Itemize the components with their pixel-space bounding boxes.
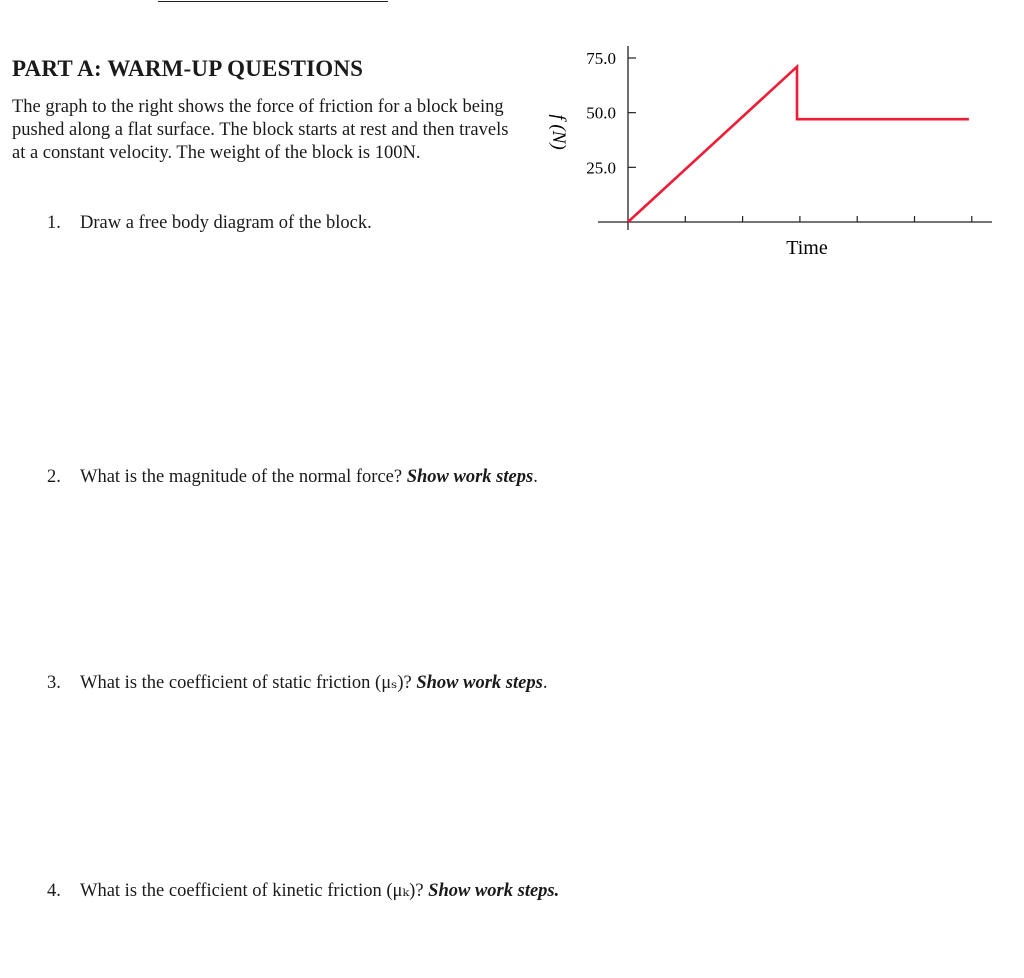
question-text: Draw a free body diagram of the block. xyxy=(80,213,372,233)
question-number: 3. xyxy=(47,673,61,693)
question-emphasis: Show work steps. xyxy=(428,881,560,901)
chart-marks xyxy=(628,67,969,222)
intro-paragraph: The graph to the right shows the force of friction for a block being pushed along a flat surface. The block starts at rest and then travels at a constant velocity. The weight of the block is 100N. xyxy=(12,97,509,163)
friction-series-line xyxy=(628,67,969,222)
question-4 xyxy=(47,880,559,903)
y-tick-label: 75.0 xyxy=(586,49,616,68)
question-suffix: . xyxy=(542,673,548,693)
friction-force-chart xyxy=(520,30,1010,270)
y-axis-label-group xyxy=(548,114,569,149)
question-1 xyxy=(47,212,372,235)
x-axis-label: Time xyxy=(786,237,828,259)
question-emphasis: Show work steps xyxy=(406,467,534,487)
y-tick-label: 50.0 xyxy=(586,103,616,123)
question-text: What is the coefficient of static friction (μₛ)? xyxy=(80,673,417,693)
question-number: 4. xyxy=(47,881,61,901)
top-rule xyxy=(158,1,388,2)
section-title: PART A: WARM-UP QUESTIONS xyxy=(12,56,364,81)
y-tick-label: 25.0 xyxy=(586,158,616,178)
question-number: 1. xyxy=(47,213,61,233)
question-emphasis: Show work steps xyxy=(416,673,543,693)
question-suffix: . xyxy=(533,467,538,487)
question-text: What is the magnitude of the normal force? xyxy=(80,467,407,487)
question-2 xyxy=(47,466,538,489)
question-3 xyxy=(47,672,547,695)
question-text: What is the coefficient of kinetic friction (μₖ)? xyxy=(80,881,429,901)
question-number: 2. xyxy=(47,467,61,487)
y-axis-label: f (N) xyxy=(548,114,569,150)
